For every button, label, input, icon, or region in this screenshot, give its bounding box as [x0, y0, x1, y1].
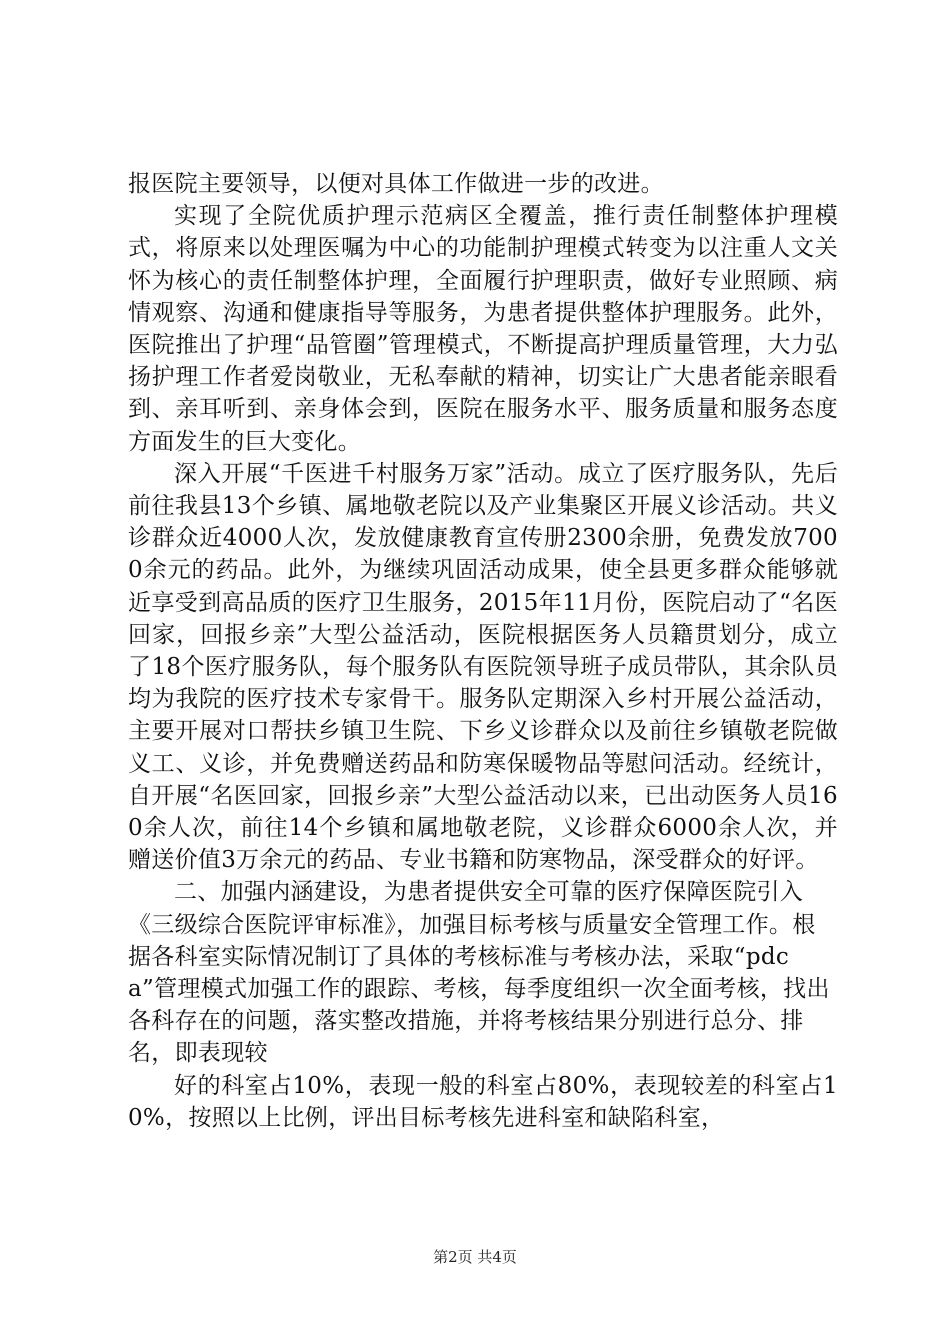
document-body — [128, 168, 838, 1134]
page-number-footer: 第2页 共4页 — [433, 1248, 517, 1266]
paragraph-connotation-building: 二、加强内涵建设，为患者提供安全可靠的医疗保障医院引入《三级综合医院评审标准》，加强目标考核与质量安全管理工作。根据各科室实际情况制订了具体的考核标准与考核办法，采取“pdca”管理模式加强工作的跟踪、考核，每季度组织一次全面考核，找出各科存在的问题，落实整改措施，并将考核结果分别进行总分、排名，即表现较 — [128, 879, 830, 1067]
paragraph-intro-continuation: 报医院主要领导，以便对具体工作做进一步的改进。 — [128, 171, 664, 197]
paragraph-ranking-ratio: 好的科室占10%，表现一般的科室占80%，表现较差的科室占10%，按照以上比例，评出目标考核先进科室和缺陷科室， — [128, 1072, 838, 1131]
paragraph-nursing-model: 实现了全院优质护理示范病区全覆盖，推行责任制整体护理模式，将原来以处理医嘱为中心的功能制护理模式转变为以注重人文关怀为核心的责任制整体护理，全面履行护理职责，做好专业照顾、病情观察、沟通和健康指导等服务，为患者提供整体护理服务。此外，医院推出了护理“品管圈”管理模式，不断提高护理质量管理，大力弘扬护理工作者爱岗敬业，无私奉献的精神，切实让广大患者能亲眼看到、亲耳听到、亲身体会到，医院在服务水平、服务质量和服务态度方面发生的巨大变化。 — [128, 203, 838, 455]
paragraph-outreach-activity: 深入开展“千医进千村服务万家”活动。成立了医疗服务队，先后前往我县13个乡镇、属地敬老院以及产业集聚区开展义诊活动。共义诊群众近4000人次，发放健康教育宣传册2300余册，免费发放7000余元的药品。此外，为继续巩固活动成果，使全县更多群众能够就近享受到高品质的医疗卫生服务，2015年11月份，医院启动了“名医回家，回报乡亲”大型公益活动，医院根据医务人员籍贯划分，成立了18个医疗服务队，每个服务队有医院领导班子成员带队，其余队员均为我院的医疗技术专家骨干。服务队定期深入乡村开展公益活动，主要开展对口帮扶乡镇卫生院、下乡义诊群众以及前往乡镇敬老院做义工、义诊，并免费赠送药品和防寒保暖物品等慰问活动。经统计，自开展“名医回家，回报乡亲”大型公益活动以来，已出动医务人员160余人次，前往14个乡镇和属地敬老院，义诊群众6000余人次，并赠送价值3万余元的药品、专业书籍和防寒物品，深受群众的好评。 — [128, 460, 838, 874]
